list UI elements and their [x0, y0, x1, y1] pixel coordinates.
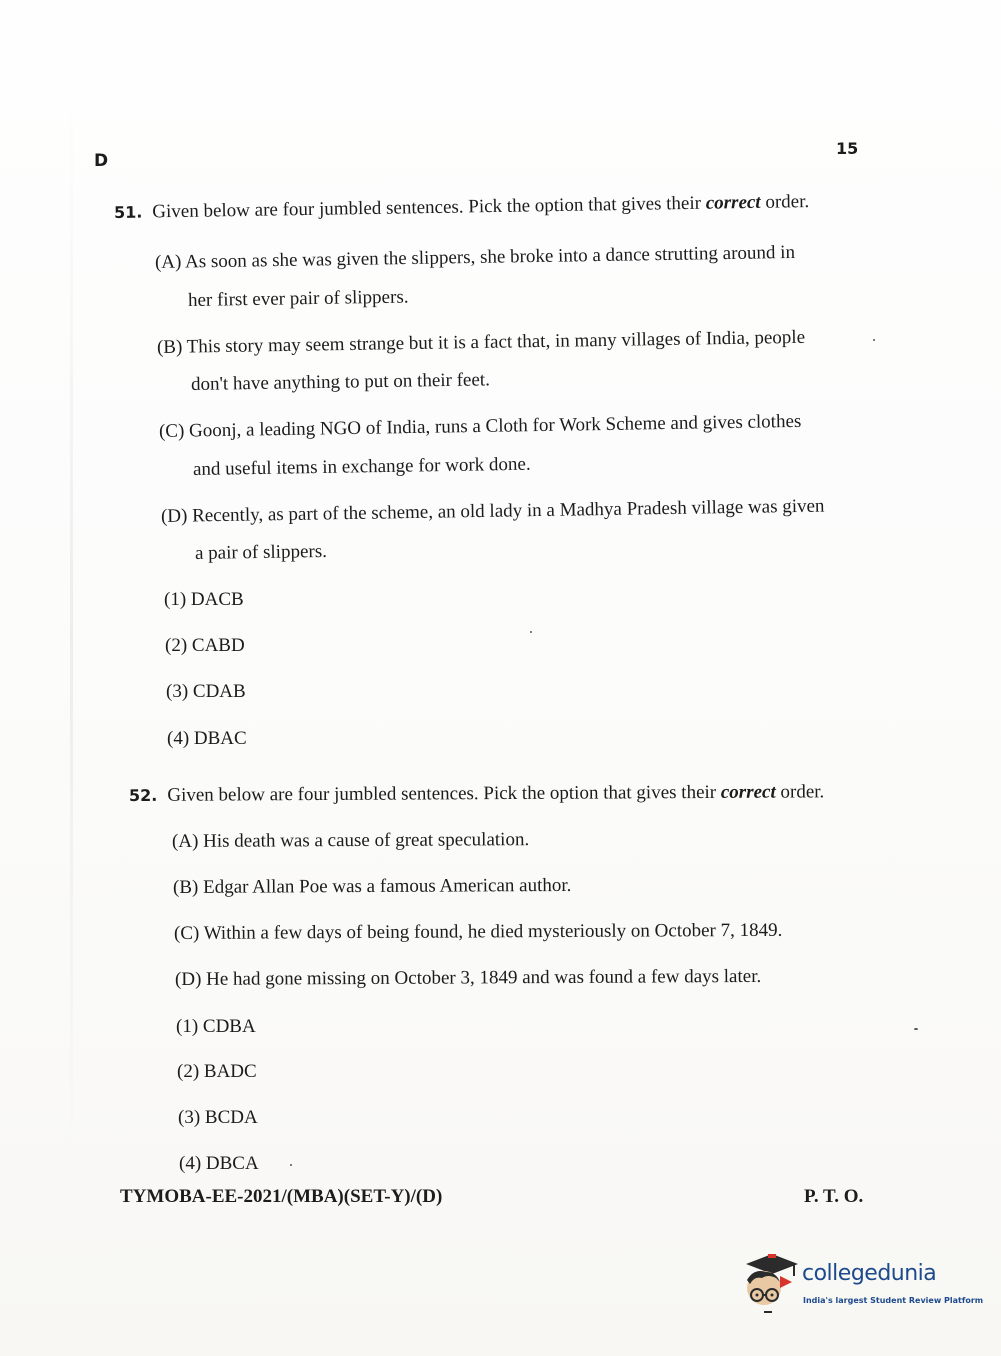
brand-name: collegedunia — [802, 1261, 937, 1286]
collegedunia-watermark — [742, 1250, 984, 1318]
emphasis-text: correct — [720, 781, 776, 803]
q51-sentence-a-line1: (A) As soon as she was given the slippers, she broke into a dance strutting around in — [154, 241, 796, 273]
q51-sentence-d-line1: (D) Recently, as part of the scheme, an old lady in a Madhya Pradesh village was given — [160, 495, 825, 527]
q52-option-2: (2) BADC — [177, 1061, 257, 1082]
q52-option-4: (4) DBCA — [179, 1153, 259, 1174]
page-number: 15 — [836, 139, 859, 158]
emphasis-text: correct — [705, 191, 761, 214]
q51-option-2: (2) CABD — [165, 635, 245, 656]
q51-option-1: (1) DACB — [164, 589, 244, 610]
q52-sentence-c: (C) Within a few days of being found, he died mysteriously on October 7, 1849. — [173, 919, 783, 944]
q51-option-3: (3) CDAB — [166, 681, 246, 702]
mascot-icon — [742, 1250, 804, 1316]
q51-sentence-b-line2: don't have anything to put on their feet. — [190, 369, 491, 395]
q51-sentence-d-line2: a pair of slippers. — [194, 540, 328, 564]
please-turn-over: P. T. O. — [804, 1186, 864, 1207]
q52-sentence-b: (B) Edgar Allan Poe was a famous American author. — [172, 874, 572, 898]
page-edge-shadow — [70, 95, 73, 1175]
set-letter: D — [94, 151, 109, 171]
q51-sentence-c-line2: and useful items in exchange for work done. — [192, 453, 531, 480]
scan-speck — [873, 339, 875, 341]
brand-tagline: India's largest Student Review Platform — [803, 1296, 984, 1305]
paper-code: TYMOBA-EE-2021/(MBA)(SET-Y)/(D) — [120, 1186, 443, 1207]
question-52-stem: 52. Given below are four jumbled sentences. Pick the option that gives their correct order. — [128, 781, 825, 806]
question-number: 52. — [128, 785, 158, 805]
q51-sentence-a-line2: her first ever pair of slippers. — [187, 286, 409, 311]
q52-sentence-a: (A) His death was a cause of great speculation. — [171, 829, 530, 852]
question-number: 51. — [113, 202, 143, 222]
q51-sentence-c-line1: (C) Goonj, a leading NGO of India, runs a Cloth for Work Scheme and gives clothes — [158, 410, 802, 442]
scan-speck — [914, 1028, 918, 1030]
q52-option-3: (3) BCDA — [178, 1107, 258, 1128]
question-51-stem: 51. Given below are four jumbled sentences. Pick the option that gives their correct order. — [113, 191, 810, 223]
scan-speck — [530, 631, 532, 633]
q52-sentence-d: (D) He had gone missing on October 3, 1849 and was found a few days later. — [174, 965, 762, 990]
q52-option-1: (1) CDBA — [176, 1016, 256, 1037]
scan-speck — [290, 1164, 292, 1166]
q51-sentence-b-line1: (B) This story may seem strange but it is a fact that, in many villages of India, people — [156, 326, 806, 358]
q51-option-4: (4) DBAC — [167, 728, 247, 749]
